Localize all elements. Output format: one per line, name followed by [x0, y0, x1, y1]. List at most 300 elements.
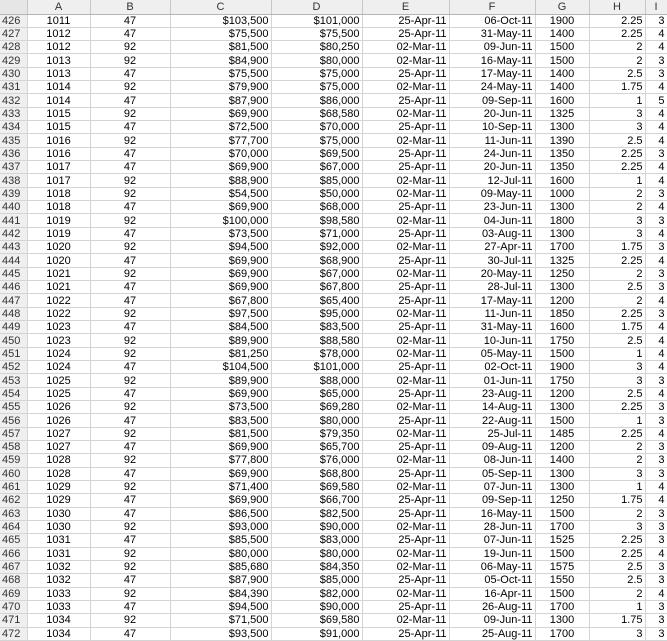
- cell-d[interactable]: $69,280: [271, 401, 362, 414]
- cell-a[interactable]: 1022: [27, 307, 90, 320]
- cell-c[interactable]: $81,500: [170, 427, 271, 440]
- row-header[interactable]: 433: [0, 107, 27, 120]
- cell-i[interactable]: 3: [645, 627, 667, 640]
- cell-i[interactable]: 3: [645, 600, 667, 613]
- cell-i[interactable]: 3: [645, 467, 667, 480]
- cell-e[interactable]: 25-Apr-11: [362, 281, 449, 294]
- cell-d[interactable]: $88,000: [271, 374, 362, 387]
- cell-d[interactable]: $78,000: [271, 347, 362, 360]
- cell-h[interactable]: 2.25: [589, 547, 645, 560]
- cell-g[interactable]: 1600: [535, 174, 589, 187]
- row-header[interactable]: 445: [0, 267, 27, 280]
- cell-h[interactable]: 3: [589, 214, 645, 227]
- row-header[interactable]: 447: [0, 294, 27, 307]
- cell-i[interactable]: 4: [645, 321, 667, 334]
- cell-h[interactable]: 1.75: [589, 241, 645, 254]
- cell-a[interactable]: 1024: [27, 347, 90, 360]
- cell-a[interactable]: 1021: [27, 267, 90, 280]
- cell-b[interactable]: 92: [90, 427, 170, 440]
- cell-g[interactable]: 1400: [535, 27, 589, 40]
- cell-g[interactable]: 1200: [535, 441, 589, 454]
- cell-b[interactable]: 92: [90, 401, 170, 414]
- cell-d[interactable]: $85,000: [271, 574, 362, 587]
- cell-e[interactable]: 25-Apr-11: [362, 254, 449, 267]
- cell-d[interactable]: $70,000: [271, 121, 362, 134]
- select-all-corner[interactable]: [0, 0, 27, 14]
- cell-a[interactable]: 1031: [27, 547, 90, 560]
- cell-g[interactable]: 1700: [535, 241, 589, 254]
- cell-h[interactable]: 2.5: [589, 334, 645, 347]
- cell-f[interactable]: 09-Sep-11: [449, 494, 535, 507]
- cell-h[interactable]: 3: [589, 227, 645, 240]
- cell-b[interactable]: 47: [90, 627, 170, 640]
- cell-a[interactable]: 1018: [27, 201, 90, 214]
- cell-f[interactable]: 01-Jun-11: [449, 374, 535, 387]
- cell-a[interactable]: 1016: [27, 147, 90, 160]
- cell-e[interactable]: 25-Apr-11: [362, 600, 449, 613]
- cell-i[interactable]: 3: [645, 54, 667, 67]
- cell-e[interactable]: 25-Apr-11: [362, 27, 449, 40]
- cell-f[interactable]: 26-Aug-11: [449, 600, 535, 613]
- cell-a[interactable]: 1020: [27, 241, 90, 254]
- cell-b[interactable]: 92: [90, 54, 170, 67]
- cell-f[interactable]: 24-May-11: [449, 81, 535, 94]
- cell-d[interactable]: $69,580: [271, 480, 362, 493]
- cell-a[interactable]: 1031: [27, 534, 90, 547]
- cell-g[interactable]: 1600: [535, 321, 589, 334]
- cell-h[interactable]: 2: [589, 187, 645, 200]
- cell-i[interactable]: 4: [645, 81, 667, 94]
- cell-f[interactable]: 14-Aug-11: [449, 401, 535, 414]
- cell-c[interactable]: $77,700: [170, 134, 271, 147]
- cell-d[interactable]: $90,000: [271, 520, 362, 533]
- row-header[interactable]: 462: [0, 494, 27, 507]
- cell-d[interactable]: $69,500: [271, 147, 362, 160]
- cell-a[interactable]: 1014: [27, 81, 90, 94]
- cell-h[interactable]: 2.25: [589, 161, 645, 174]
- cell-h[interactable]: 2: [589, 441, 645, 454]
- cell-a[interactable]: 1025: [27, 374, 90, 387]
- cell-i[interactable]: 4: [645, 161, 667, 174]
- cell-i[interactable]: 3: [645, 507, 667, 520]
- cell-b[interactable]: 47: [90, 534, 170, 547]
- cell-b[interactable]: 47: [90, 441, 170, 454]
- cell-c[interactable]: $75,500: [170, 27, 271, 40]
- cell-c[interactable]: $89,900: [170, 334, 271, 347]
- cell-g[interactable]: 1850: [535, 307, 589, 320]
- cell-h[interactable]: 2: [589, 201, 645, 214]
- cell-d[interactable]: $80,000: [271, 547, 362, 560]
- cell-b[interactable]: 47: [90, 600, 170, 613]
- cell-h[interactable]: 1: [589, 480, 645, 493]
- cell-b[interactable]: 92: [90, 174, 170, 187]
- cell-i[interactable]: 4: [645, 494, 667, 507]
- cell-b[interactable]: 92: [90, 81, 170, 94]
- cell-i[interactable]: 4: [645, 361, 667, 374]
- cell-g[interactable]: 1250: [535, 494, 589, 507]
- cell-e[interactable]: 25-Apr-11: [362, 227, 449, 240]
- cell-d[interactable]: $67,800: [271, 281, 362, 294]
- cell-g[interactable]: 1300: [535, 467, 589, 480]
- cell-h[interactable]: 2.5: [589, 67, 645, 80]
- cell-i[interactable]: 3: [645, 214, 667, 227]
- cell-e[interactable]: 02-Mar-11: [362, 267, 449, 280]
- cell-a[interactable]: 1032: [27, 560, 90, 573]
- cell-b[interactable]: 47: [90, 161, 170, 174]
- cell-c[interactable]: $72,500: [170, 121, 271, 134]
- cell-h[interactable]: 2.5: [589, 281, 645, 294]
- row-header[interactable]: 465: [0, 534, 27, 547]
- cell-d[interactable]: $101,000: [271, 14, 362, 27]
- cell-d[interactable]: $67,000: [271, 267, 362, 280]
- cell-e[interactable]: 02-Mar-11: [362, 454, 449, 467]
- cell-g[interactable]: 1500: [535, 547, 589, 560]
- cell-c[interactable]: $88,900: [170, 174, 271, 187]
- row-header[interactable]: 455: [0, 401, 27, 414]
- cell-i[interactable]: 4: [645, 427, 667, 440]
- cell-h[interactable]: 3: [589, 121, 645, 134]
- cell-f[interactable]: 02-Oct-11: [449, 361, 535, 374]
- column-header-h[interactable]: H: [589, 0, 645, 14]
- cell-h[interactable]: 3: [589, 627, 645, 640]
- cell-i[interactable]: 4: [645, 387, 667, 400]
- cell-h[interactable]: 3: [589, 107, 645, 120]
- cell-g[interactable]: 1485: [535, 427, 589, 440]
- cell-b[interactable]: 47: [90, 321, 170, 334]
- cell-e[interactable]: 02-Mar-11: [362, 241, 449, 254]
- cell-a[interactable]: 1018: [27, 187, 90, 200]
- cell-i[interactable]: 4: [645, 201, 667, 214]
- cell-a[interactable]: 1033: [27, 600, 90, 613]
- cell-g[interactable]: 1750: [535, 374, 589, 387]
- column-header-b[interactable]: B: [90, 0, 170, 14]
- cell-e[interactable]: 02-Mar-11: [362, 307, 449, 320]
- cell-i[interactable]: 3: [645, 281, 667, 294]
- cell-i[interactable]: 3: [645, 441, 667, 454]
- cell-e[interactable]: 25-Apr-11: [362, 147, 449, 160]
- row-header[interactable]: 431: [0, 81, 27, 94]
- cell-g[interactable]: 1325: [535, 107, 589, 120]
- cell-i[interactable]: 4: [645, 121, 667, 134]
- cell-g[interactable]: 1300: [535, 201, 589, 214]
- cell-f[interactable]: 09-May-11: [449, 187, 535, 200]
- cell-b[interactable]: 47: [90, 294, 170, 307]
- cell-i[interactable]: 4: [645, 587, 667, 600]
- cell-d[interactable]: $98,580: [271, 214, 362, 227]
- cell-g[interactable]: 1400: [535, 81, 589, 94]
- cell-h[interactable]: 2: [589, 454, 645, 467]
- cell-c[interactable]: $104,500: [170, 361, 271, 374]
- cell-e[interactable]: 02-Mar-11: [362, 334, 449, 347]
- cell-g[interactable]: 1400: [535, 67, 589, 80]
- cell-h[interactable]: 1: [589, 600, 645, 613]
- cell-e[interactable]: 25-Apr-11: [362, 414, 449, 427]
- cell-e[interactable]: 02-Mar-11: [362, 134, 449, 147]
- cell-h[interactable]: 1: [589, 94, 645, 107]
- cell-a[interactable]: 1030: [27, 507, 90, 520]
- cell-i[interactable]: 3: [645, 147, 667, 160]
- cell-c[interactable]: $93,500: [170, 627, 271, 640]
- cell-d[interactable]: $80,000: [271, 414, 362, 427]
- row-header[interactable]: 461: [0, 480, 27, 493]
- row-header[interactable]: 429: [0, 54, 27, 67]
- cell-g[interactable]: 1900: [535, 361, 589, 374]
- cell-g[interactable]: 1200: [535, 387, 589, 400]
- cell-a[interactable]: 1019: [27, 227, 90, 240]
- cell-b[interactable]: 92: [90, 307, 170, 320]
- cell-b[interactable]: 47: [90, 494, 170, 507]
- cell-g[interactable]: 1750: [535, 334, 589, 347]
- cell-h[interactable]: 2.5: [589, 574, 645, 587]
- cell-b[interactable]: 92: [90, 347, 170, 360]
- cell-c[interactable]: $69,900: [170, 441, 271, 454]
- column-header-a[interactable]: A: [27, 0, 90, 14]
- cell-c[interactable]: $81,250: [170, 347, 271, 360]
- cell-a[interactable]: 1030: [27, 520, 90, 533]
- cell-f[interactable]: 05-Oct-11: [449, 574, 535, 587]
- cell-i[interactable]: 3: [645, 534, 667, 547]
- row-header[interactable]: 443: [0, 241, 27, 254]
- cell-d[interactable]: $75,500: [271, 27, 362, 40]
- cell-d[interactable]: $71,000: [271, 227, 362, 240]
- cell-b[interactable]: 47: [90, 27, 170, 40]
- cell-i[interactable]: 3: [645, 560, 667, 573]
- cell-b[interactable]: 92: [90, 134, 170, 147]
- cell-i[interactable]: 3: [645, 307, 667, 320]
- cell-i[interactable]: 3: [645, 614, 667, 627]
- cell-a[interactable]: 1033: [27, 587, 90, 600]
- cell-f[interactable]: 20-Jun-11: [449, 107, 535, 120]
- cell-c[interactable]: $84,500: [170, 321, 271, 334]
- cell-h[interactable]: 3: [589, 374, 645, 387]
- cell-e[interactable]: 25-Apr-11: [362, 574, 449, 587]
- cell-f[interactable]: 20-Jun-11: [449, 161, 535, 174]
- row-header[interactable]: 435: [0, 134, 27, 147]
- cell-c[interactable]: $86,500: [170, 507, 271, 520]
- row-header[interactable]: 472: [0, 627, 27, 640]
- cell-e[interactable]: 25-Apr-11: [362, 507, 449, 520]
- cell-c[interactable]: $77,800: [170, 454, 271, 467]
- cell-h[interactable]: 2.25: [589, 14, 645, 27]
- cell-h[interactable]: 3: [589, 467, 645, 480]
- cell-d[interactable]: $68,000: [271, 201, 362, 214]
- row-header[interactable]: 444: [0, 254, 27, 267]
- cell-i[interactable]: 3: [645, 454, 667, 467]
- cell-c[interactable]: $75,500: [170, 67, 271, 80]
- cell-b[interactable]: 92: [90, 520, 170, 533]
- row-header[interactable]: 450: [0, 334, 27, 347]
- cell-e[interactable]: 02-Mar-11: [362, 547, 449, 560]
- cell-h[interactable]: 1.75: [589, 81, 645, 94]
- cell-c[interactable]: $83,500: [170, 414, 271, 427]
- cell-f[interactable]: 23-Jun-11: [449, 201, 535, 214]
- cell-e[interactable]: 02-Mar-11: [362, 107, 449, 120]
- cell-e[interactable]: 25-Apr-11: [362, 494, 449, 507]
- cell-b[interactable]: 92: [90, 41, 170, 54]
- cell-a[interactable]: 1014: [27, 94, 90, 107]
- cell-b[interactable]: 47: [90, 121, 170, 134]
- cell-a[interactable]: 1012: [27, 27, 90, 40]
- cell-e[interactable]: 25-Apr-11: [362, 201, 449, 214]
- cell-f[interactable]: 17-May-11: [449, 67, 535, 80]
- cell-a[interactable]: 1034: [27, 614, 90, 627]
- cell-b[interactable]: 92: [90, 454, 170, 467]
- cell-b[interactable]: 92: [90, 187, 170, 200]
- column-header-i[interactable]: I: [645, 0, 667, 14]
- cell-d[interactable]: $80,000: [271, 54, 362, 67]
- cell-e[interactable]: 25-Apr-11: [362, 161, 449, 174]
- cell-c[interactable]: $100,000: [170, 214, 271, 227]
- cell-b[interactable]: 92: [90, 214, 170, 227]
- cell-f[interactable]: 17-May-11: [449, 294, 535, 307]
- cell-i[interactable]: 3: [645, 374, 667, 387]
- cell-c[interactable]: $69,900: [170, 281, 271, 294]
- cell-b[interactable]: 47: [90, 281, 170, 294]
- cell-i[interactable]: 3: [645, 414, 667, 427]
- cell-e[interactable]: 25-Apr-11: [362, 467, 449, 480]
- cell-d[interactable]: $86,000: [271, 94, 362, 107]
- cell-h[interactable]: 1: [589, 414, 645, 427]
- cell-a[interactable]: 1026: [27, 401, 90, 414]
- cell-g[interactable]: 1300: [535, 401, 589, 414]
- cell-b[interactable]: 92: [90, 334, 170, 347]
- cell-h[interactable]: 2.25: [589, 401, 645, 414]
- cell-d[interactable]: $65,000: [271, 387, 362, 400]
- cell-h[interactable]: 1: [589, 347, 645, 360]
- cell-a[interactable]: 1012: [27, 41, 90, 54]
- cell-f[interactable]: 31-May-11: [449, 321, 535, 334]
- cell-c[interactable]: $97,500: [170, 307, 271, 320]
- row-header[interactable]: 458: [0, 441, 27, 454]
- cell-h[interactable]: 3: [589, 520, 645, 533]
- cell-e[interactable]: 02-Mar-11: [362, 560, 449, 573]
- cell-h[interactable]: 1.75: [589, 494, 645, 507]
- row-header[interactable]: 436: [0, 147, 27, 160]
- row-header[interactable]: 452: [0, 361, 27, 374]
- column-header-g[interactable]: G: [535, 0, 589, 14]
- cell-g[interactable]: 1300: [535, 480, 589, 493]
- cell-e[interactable]: 02-Mar-11: [362, 374, 449, 387]
- row-header[interactable]: 467: [0, 560, 27, 573]
- cell-d[interactable]: $88,580: [271, 334, 362, 347]
- cell-b[interactable]: 92: [90, 547, 170, 560]
- cell-a[interactable]: 1034: [27, 627, 90, 640]
- cell-g[interactable]: 1390: [535, 134, 589, 147]
- cell-g[interactable]: 1300: [535, 614, 589, 627]
- cell-h[interactable]: 3: [589, 361, 645, 374]
- row-header[interactable]: 434: [0, 121, 27, 134]
- cell-h[interactable]: 2.25: [589, 307, 645, 320]
- cell-g[interactable]: 1500: [535, 54, 589, 67]
- cell-h[interactable]: 2.25: [589, 534, 645, 547]
- cell-h[interactable]: 2: [589, 587, 645, 600]
- cell-c[interactable]: $87,900: [170, 574, 271, 587]
- cell-f[interactable]: 23-Aug-11: [449, 387, 535, 400]
- cell-a[interactable]: 1026: [27, 414, 90, 427]
- cell-b[interactable]: 92: [90, 107, 170, 120]
- cell-i[interactable]: 3: [645, 520, 667, 533]
- cell-d[interactable]: $91,000: [271, 627, 362, 640]
- cell-d[interactable]: $85,000: [271, 174, 362, 187]
- cell-g[interactable]: 1550: [535, 574, 589, 587]
- cell-h[interactable]: 2: [589, 507, 645, 520]
- cell-f[interactable]: 25-Jul-11: [449, 427, 535, 440]
- cell-f[interactable]: 09-Aug-11: [449, 441, 535, 454]
- cell-h[interactable]: 2: [589, 294, 645, 307]
- cell-h[interactable]: 2.25: [589, 427, 645, 440]
- cell-g[interactable]: 1300: [535, 227, 589, 240]
- cell-g[interactable]: 1250: [535, 267, 589, 280]
- cell-e[interactable]: 02-Mar-11: [362, 587, 449, 600]
- cell-c[interactable]: $69,900: [170, 467, 271, 480]
- cell-g[interactable]: 1300: [535, 121, 589, 134]
- row-header[interactable]: 456: [0, 414, 27, 427]
- cell-i[interactable]: 3: [645, 187, 667, 200]
- cell-f[interactable]: 12-Jul-11: [449, 174, 535, 187]
- cell-c[interactable]: $69,900: [170, 254, 271, 267]
- cell-c[interactable]: $85,680: [170, 560, 271, 573]
- cell-h[interactable]: 1.75: [589, 614, 645, 627]
- cell-a[interactable]: 1015: [27, 121, 90, 134]
- row-header[interactable]: 453: [0, 374, 27, 387]
- cell-d[interactable]: $65,400: [271, 294, 362, 307]
- cell-e[interactable]: 25-Apr-11: [362, 321, 449, 334]
- cell-g[interactable]: 1300: [535, 281, 589, 294]
- cell-b[interactable]: 47: [90, 227, 170, 240]
- cell-g[interactable]: 1700: [535, 627, 589, 640]
- cell-d[interactable]: $75,000: [271, 134, 362, 147]
- cell-g[interactable]: 1500: [535, 414, 589, 427]
- row-header[interactable]: 469: [0, 587, 27, 600]
- cell-e[interactable]: 25-Apr-11: [362, 387, 449, 400]
- cell-c[interactable]: $84,390: [170, 587, 271, 600]
- cell-a[interactable]: 1019: [27, 214, 90, 227]
- cell-c[interactable]: $94,500: [170, 241, 271, 254]
- row-header[interactable]: 451: [0, 347, 27, 360]
- cell-b[interactable]: 47: [90, 94, 170, 107]
- cell-d[interactable]: $83,500: [271, 321, 362, 334]
- cell-i[interactable]: 4: [645, 41, 667, 54]
- cell-f[interactable]: 16-May-11: [449, 507, 535, 520]
- cell-a[interactable]: 1021: [27, 281, 90, 294]
- cell-e[interactable]: 25-Apr-11: [362, 361, 449, 374]
- cell-g[interactable]: 1325: [535, 254, 589, 267]
- cell-h[interactable]: 2.25: [589, 27, 645, 40]
- cell-a[interactable]: 1017: [27, 174, 90, 187]
- cell-h[interactable]: 1: [589, 174, 645, 187]
- cell-b[interactable]: 47: [90, 414, 170, 427]
- cell-e[interactable]: 25-Apr-11: [362, 441, 449, 454]
- cell-d[interactable]: $68,580: [271, 107, 362, 120]
- cell-c[interactable]: $79,900: [170, 81, 271, 94]
- column-header-f[interactable]: F: [449, 0, 535, 14]
- cell-f[interactable]: 25-Aug-11: [449, 627, 535, 640]
- row-header[interactable]: 457: [0, 427, 27, 440]
- cell-b[interactable]: 47: [90, 254, 170, 267]
- cell-d[interactable]: $68,900: [271, 254, 362, 267]
- cell-c[interactable]: $69,900: [170, 494, 271, 507]
- cell-g[interactable]: 1600: [535, 94, 589, 107]
- cell-e[interactable]: 02-Mar-11: [362, 347, 449, 360]
- cell-i[interactable]: 4: [645, 347, 667, 360]
- cell-a[interactable]: 1027: [27, 427, 90, 440]
- cell-e[interactable]: 25-Apr-11: [362, 14, 449, 27]
- cell-f[interactable]: 04-Jun-11: [449, 214, 535, 227]
- cell-g[interactable]: 1525: [535, 534, 589, 547]
- cell-d[interactable]: $68,800: [271, 467, 362, 480]
- cell-i[interactable]: 4: [645, 480, 667, 493]
- row-header[interactable]: 438: [0, 174, 27, 187]
